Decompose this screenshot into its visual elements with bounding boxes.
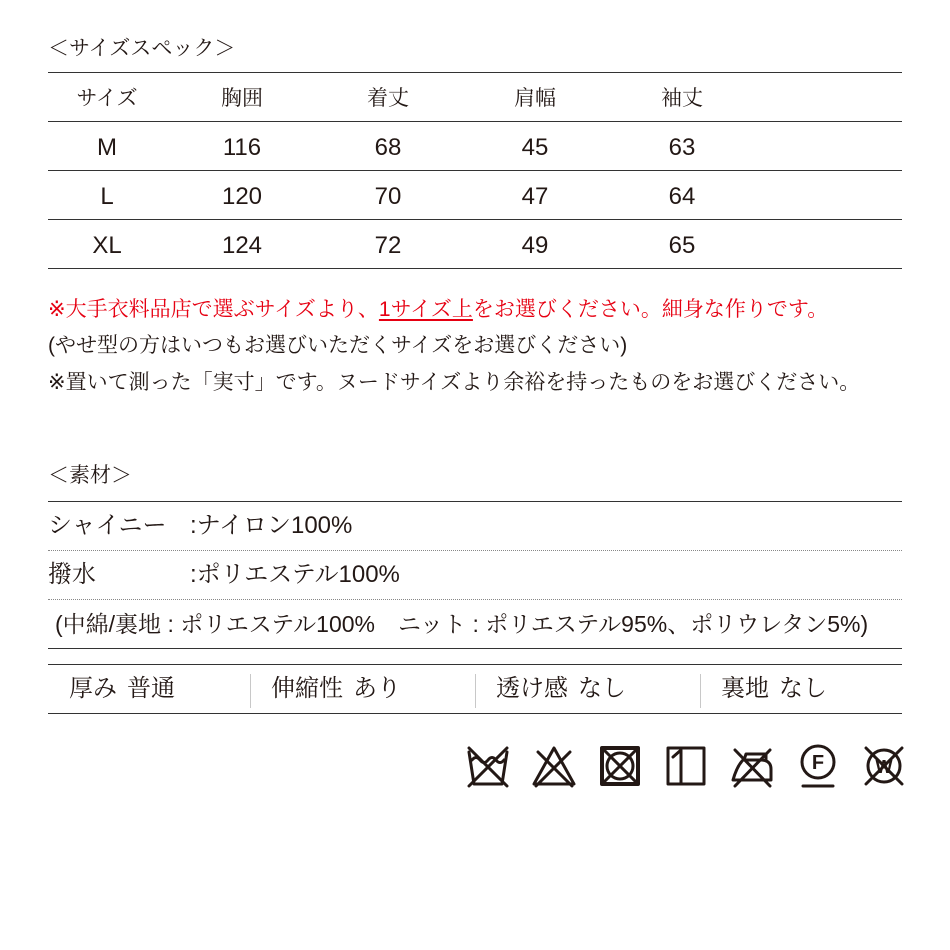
attribute-sheerness xyxy=(475,665,700,713)
length-cell: 68 xyxy=(374,133,402,161)
chest-cell: 120 xyxy=(221,182,263,210)
header-sleeve: 袖丈 xyxy=(661,87,703,110)
attribute-value: あり xyxy=(353,675,401,702)
attribute-thickness xyxy=(48,665,250,713)
shoulder-cell: 47 xyxy=(521,182,549,210)
header-shoulder: 肩幅 xyxy=(514,87,556,110)
attribute-lining xyxy=(700,665,902,713)
shoulder-cell: 45 xyxy=(521,133,549,161)
table-row xyxy=(48,122,902,171)
size-cell: XL xyxy=(92,231,122,259)
attribute-label: 裏地 xyxy=(721,675,769,702)
size-cell: L xyxy=(100,182,114,210)
table-row xyxy=(48,171,902,220)
attribute-label: 透け感 xyxy=(496,675,568,702)
fit-warning-emphasis: 1サイズ上 xyxy=(378,298,473,321)
slim-fit-note: (やせ型の方はいつもお選びいただくサイズをお選びください) xyxy=(48,334,628,357)
material-label: 撥水 xyxy=(48,561,96,588)
dry-clean-petroleum-icon xyxy=(796,742,840,790)
do-not-iron-icon xyxy=(730,742,774,790)
material-row xyxy=(48,599,902,648)
fit-warning-note xyxy=(48,297,828,323)
care-symbols xyxy=(466,742,906,790)
fabric-attributes xyxy=(48,664,902,714)
attribute-label: 伸縮性 xyxy=(271,675,343,702)
material-value: :ナイロン100% xyxy=(190,512,353,539)
measurement-note: ※置いて測った「実寸」です。ヌードサイズより余裕を持ったものをお選びください。 xyxy=(48,371,861,394)
material-table xyxy=(48,501,902,649)
line-dry-in-shade-icon xyxy=(664,742,708,790)
fit-warning-text: ※大手衣料品店で選ぶサイズより、 xyxy=(48,298,379,321)
do-not-wet-clean-icon xyxy=(862,742,906,790)
wet-clean-letter: W xyxy=(875,757,893,777)
chest-cell: 116 xyxy=(222,133,262,161)
length-cell: 70 xyxy=(374,182,402,210)
do-not-bleach-icon xyxy=(532,742,576,790)
shoulder-cell: 49 xyxy=(521,231,549,259)
material-row xyxy=(48,550,902,599)
chest-cell: 124 xyxy=(221,231,263,259)
size-cell: M xyxy=(97,133,117,161)
sleeve-cell: 65 xyxy=(668,231,696,259)
attribute-value: なし xyxy=(779,675,827,702)
sleeve-cell: 63 xyxy=(668,133,696,161)
attribute-value: 普通 xyxy=(127,675,175,702)
header-size: サイズ xyxy=(76,87,138,110)
material-row xyxy=(48,502,902,550)
material-label: シャイニー xyxy=(48,512,167,539)
do-not-tumble-dry-icon xyxy=(598,742,642,790)
dry-clean-letter: F xyxy=(811,752,825,774)
material-title: ＜素材＞ xyxy=(48,464,132,487)
do-not-wash-icon xyxy=(466,742,510,790)
attribute-stretch xyxy=(250,665,475,713)
header-length: 着丈 xyxy=(367,87,409,110)
header-chest: 胸囲 xyxy=(221,87,263,110)
attribute-label: 厚み xyxy=(69,675,117,702)
attribute-value: なし xyxy=(578,675,626,702)
material-note: (中綿/裏地 : ポリエステル100% ニット : ポリエステル95%、ポリウレタン5%) xyxy=(55,611,869,637)
size-table-header xyxy=(48,73,902,122)
size-table xyxy=(48,72,902,269)
length-cell: 72 xyxy=(374,231,402,259)
material-value: :ポリエステル100% xyxy=(190,561,400,588)
fit-warning-text-end: をお選びください。細身な作りです。 xyxy=(472,298,829,321)
sleeve-cell: 64 xyxy=(668,182,696,210)
size-spec-title: ＜サイズスペック＞ xyxy=(48,37,236,60)
table-row xyxy=(48,220,902,269)
